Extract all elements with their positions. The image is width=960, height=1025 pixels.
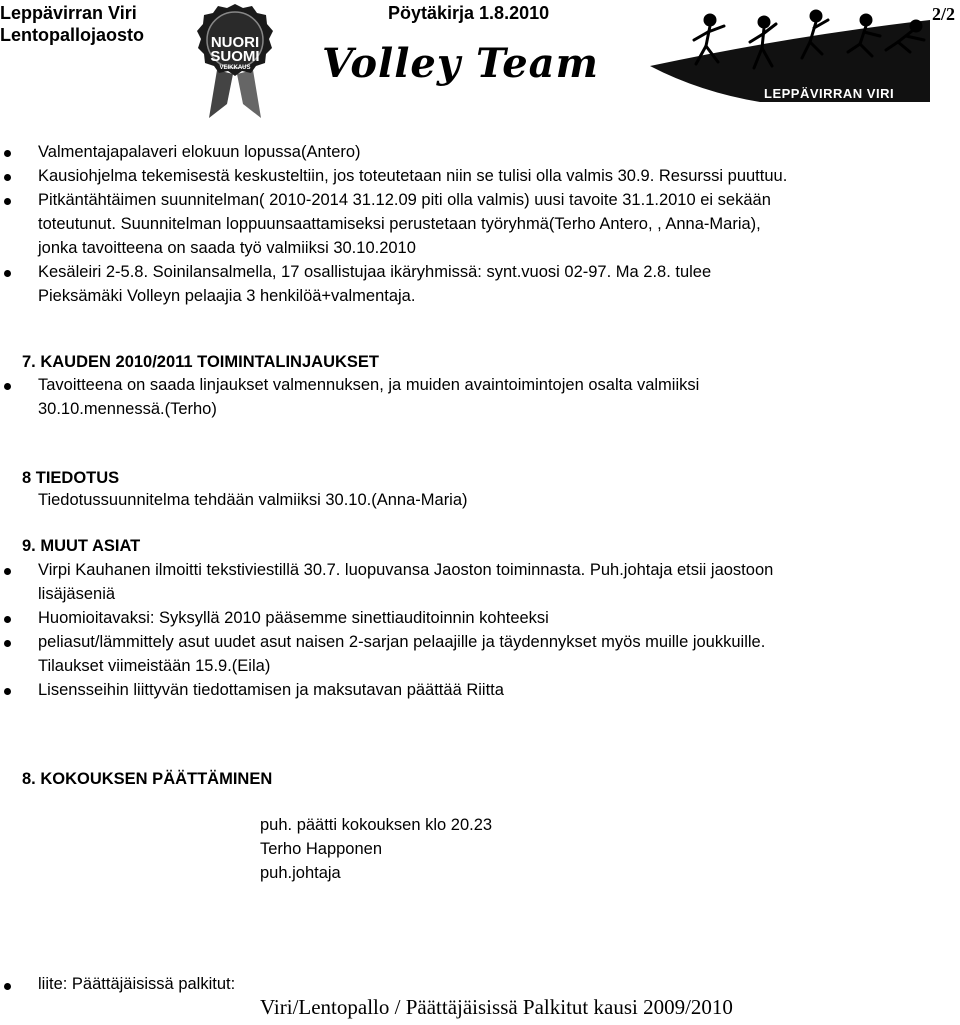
closing-time: puh. päätti kokouksen klo 20.23 (260, 816, 493, 834)
bullet-icon (4, 568, 11, 575)
org-name: Leppävirran Viri (0, 3, 137, 23)
bullet-icon (4, 174, 11, 181)
item-text: jonka tavoitteena on saada työ valmiiksi 30.10.2010 (38, 239, 416, 257)
item-text: Pitkäntähtäimen suunnitelman( 2010-2014 31.12.09 piti olla valmis) uusi tavoite 31.1.2010 ei sekään (38, 191, 771, 209)
item-text: lisäjäseniä (38, 585, 116, 603)
item-text: Tilaukset viimeistään 15.9.(Eila) (38, 657, 271, 675)
bullet-icon (4, 150, 11, 157)
leppavirran-viri-label: LEPPÄVIRRAN VIRI (764, 86, 895, 101)
section-heading: 8. KOKOUKSEN PÄÄTTÄMINEN (22, 770, 273, 788)
signer-role: puh.johtaja (260, 864, 341, 882)
bullet-icon (4, 616, 11, 623)
item-text: Lisensseihin liittyvän tiedottamisen ja maksutavan päättää Riitta (38, 681, 504, 699)
team-title: Volley Team (322, 40, 599, 87)
item-text: Kausiohjelma tekemisestä keskusteltiin, jos toteutetaan niin se tulisi olla valmis 30.9. Resurssi puuttuu. (38, 167, 788, 185)
bullet-icon (4, 270, 11, 277)
section-heading: 8 TIEDOTUS (22, 469, 120, 487)
item-text: Tavoitteena on saada linjaukset valmennuksen, ja muiden avaintoimintojen osalta valmiiksi (38, 376, 700, 394)
bullet-icon (4, 688, 11, 695)
item-text: Pieksämäki Volleyn pelaajia 3 henkilöä+valmentaja. (38, 287, 416, 305)
org-subunit: Lentopallojaosto (0, 25, 144, 45)
item-text: 30.10.mennessä.(Terho) (38, 400, 217, 418)
bullet-icon (4, 640, 11, 647)
item-text: toteutunut. Suunnitelman loppuunsaattamiseksi perustetaan työryhmä(Terho Antero, , Anna-Maria), (38, 215, 761, 233)
document-title: Pöytäkirja 1.8.2010 (388, 3, 550, 23)
signer-name: Terho Happonen (260, 840, 383, 858)
bullet-icon (4, 983, 11, 990)
attachment-title: Viri/Lentopallo / Päättäjäisissä Palkitut kausi 2009/2010 (260, 995, 733, 1019)
section-heading: 7. KAUDEN 2010/2011 TOIMINTALINJAUKSET (22, 353, 379, 371)
section-heading: 9. MUUT ASIAT (22, 537, 141, 555)
bullet-icon (4, 198, 11, 205)
attachment-label: liite: Päättäjäisissä palkitut: (38, 975, 236, 993)
item-text: Virpi Kauhanen ilmoitti tekstiviestillä 30.7. luopuvansa Jaoston toiminnasta. Puh.johtaja etsii jaostoon (38, 561, 774, 579)
page-number: 2/2 (932, 4, 956, 24)
item-text: Valmentajapalaveri elokuun lopussa(Antero) (38, 143, 361, 161)
badge-text: NUORI SUOMI VEIKKAUS (210, 34, 260, 71)
item-text: peliasut/lämmittely asut uudet asut naisen 2-sarjan pelaajille ja täydennykset myös muille joukkuille. (38, 633, 766, 651)
item-text: Kesäleiri 2-5.8. Soinilansalmella, 17 osallistujaa ikäryhmissä: synt.vuosi 02-97. Ma 2.8. tulee (38, 263, 712, 281)
bullet-icon (4, 383, 11, 390)
item-text: Tiedotussuunnitelma tehdään valmiiksi 30.10.(Anna-Maria) (38, 491, 468, 509)
item-text: Huomioitavaksi: Syksyllä 2010 pääsemme sinettiauditoinnin kohteeksi (38, 609, 549, 627)
